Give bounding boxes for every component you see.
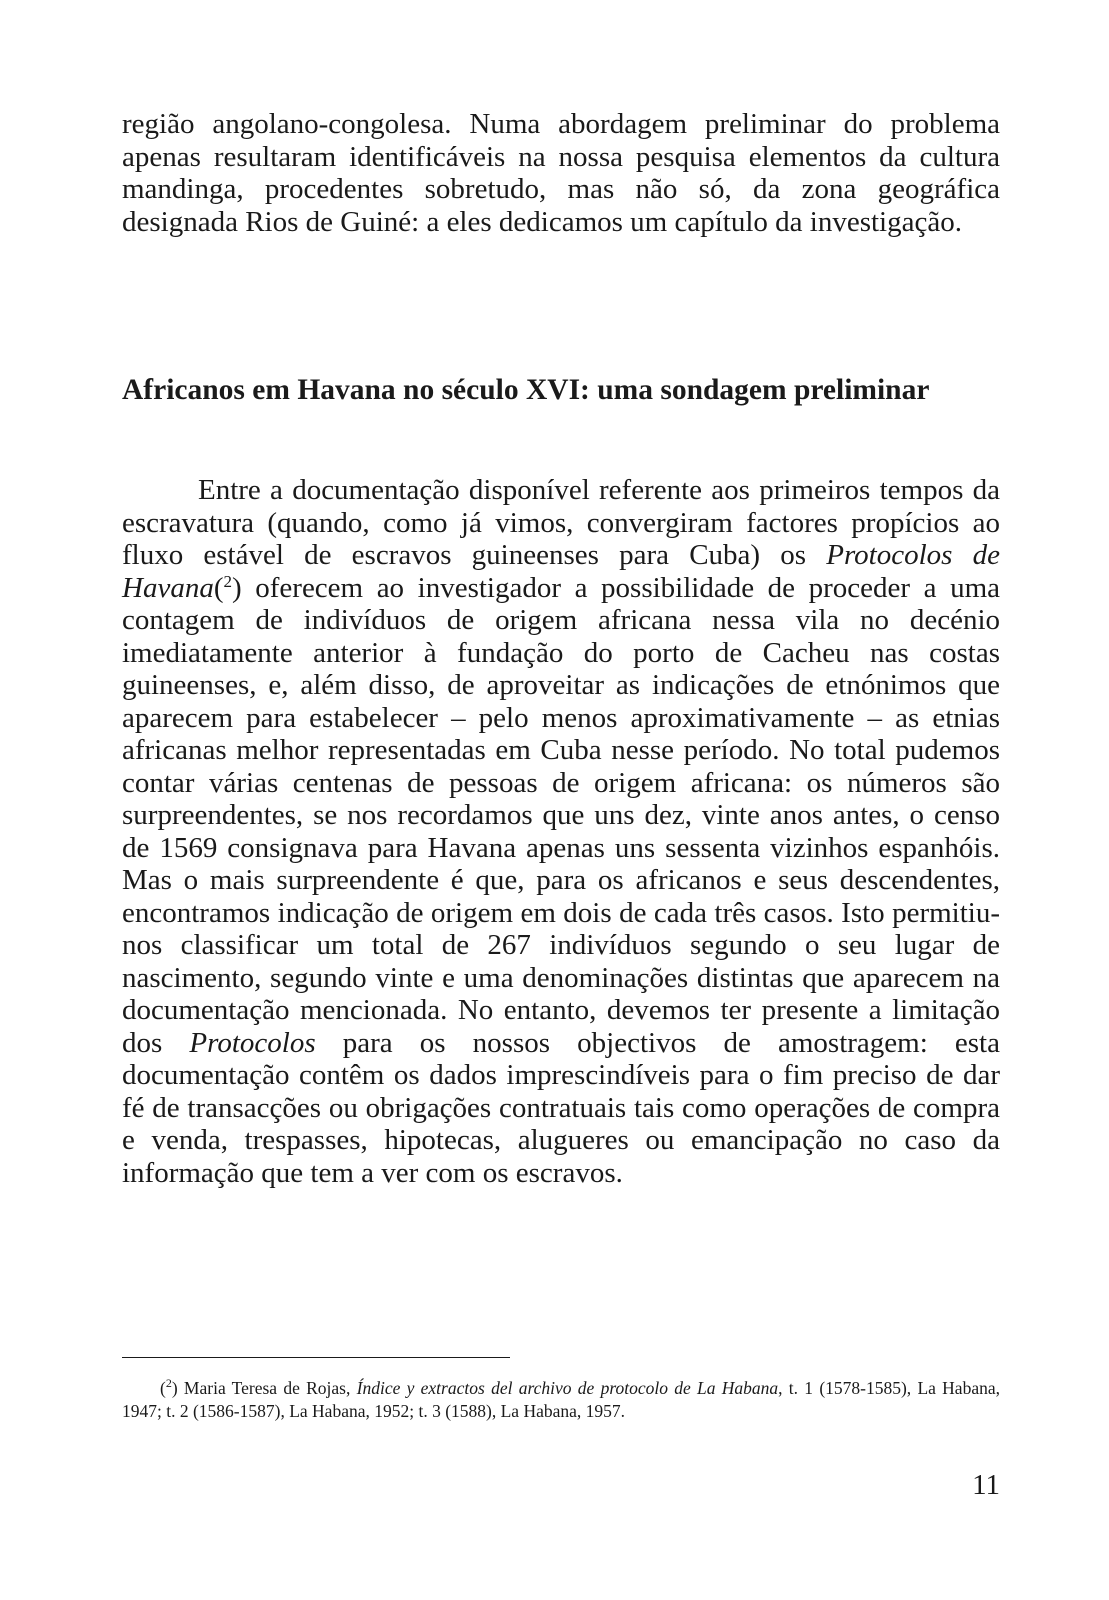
footnote	[122, 1377, 1000, 1423]
paragraph-text-start: Entre a documentação disponível referente aos primeiros tempos da escravatura (quando, como já vimos, convergiram factores propícios ao fluxo estável de escravos guineenses para Cuba) os	[122, 474, 1000, 571]
protocolos-term: Protocolos	[189, 1026, 316, 1059]
footnote-close-paren: )	[171, 1378, 178, 1398]
page-number: 11	[972, 1469, 1000, 1501]
cited-source-title: Protocolos de Havana	[122, 539, 1000, 604]
footnote-ref-close: )	[232, 571, 242, 604]
section-paragraph	[122, 474, 1000, 1189]
footnote-ref-open: (	[213, 571, 224, 604]
footnote-open-paren: (	[160, 1378, 166, 1398]
page-content	[122, 108, 1000, 1189]
footnote-title: Índice y extractos del archivo de protocolo de La Habana	[356, 1378, 779, 1398]
paragraph-text-end: para os nossos objectivos de amostragem: esta documentação contêm os dados imprescindíveis para o fim preciso de dar fé de transacções ou obrigações contratuais tais como operações de compra e venda, trespasses, hipotecas, alugueres ou emancipação no caso da informação que tem a ver com os escravos.	[122, 1026, 1000, 1189]
footnote-author: Maria Teresa de Rojas,	[177, 1378, 357, 1398]
section-heading: Africanos em Havana no século XVI: uma sondagem preliminar	[122, 374, 930, 406]
paragraph-text-middle: oferecem ao investigador a possibilidade de proceder a uma contagem de indivíduos de origem africana nessa vila no decénio imediatamente anterior à fundação do porto de Cacheu nas costas guineenses, e, além disso, de aproveitar as indicações de etnónimos que aparecem para estabelecer – pelo menos aproximativamente – as etnias africanas melhor representadas em Cuba nesse período. No total pudemos contar várias centenas de pessoas de origem africana: os números são surpreendentes, se nos recordamos que uns dez, vinte anos antes, o censo de 1569 consignava para Havana apenas uns sessenta vizinhos espanhóis. Mas o mais surpreendente é que, para os africanos e seus descendentes, encontramos indicação de origem em dois de cada três casos. Isto permitiu-nos classificar um total de 267 indivíduos segundo o seu lugar de nascimento, segundo vinte e uma denominações distintas que aparecem na documentação mencionada. No entanto, devemos ter presente a limitação dos	[122, 571, 1000, 1059]
intro-paragraph: região angolano-congolesa. Numa abordagem preliminar do problema apenas resultaram identificáveis na nossa pesquisa elementos da cultura mandinga, procedentes sobretudo, mas não só, da zona geográfica designada Rios de Guiné: a eles dedicamos um capítulo da investigação.	[122, 108, 1000, 238]
footnote-marker: 2	[165, 1376, 172, 1390]
footnote-reference[interactable]: 2	[223, 571, 232, 591]
footnote-details: , t. 1 (1578-1585), La Habana, 1947; t. 2 (1586-1587), La Habana, 1952; t. 3 (1588), La Habana, 1957.	[122, 1378, 1000, 1421]
footnote-divider	[122, 1357, 510, 1358]
